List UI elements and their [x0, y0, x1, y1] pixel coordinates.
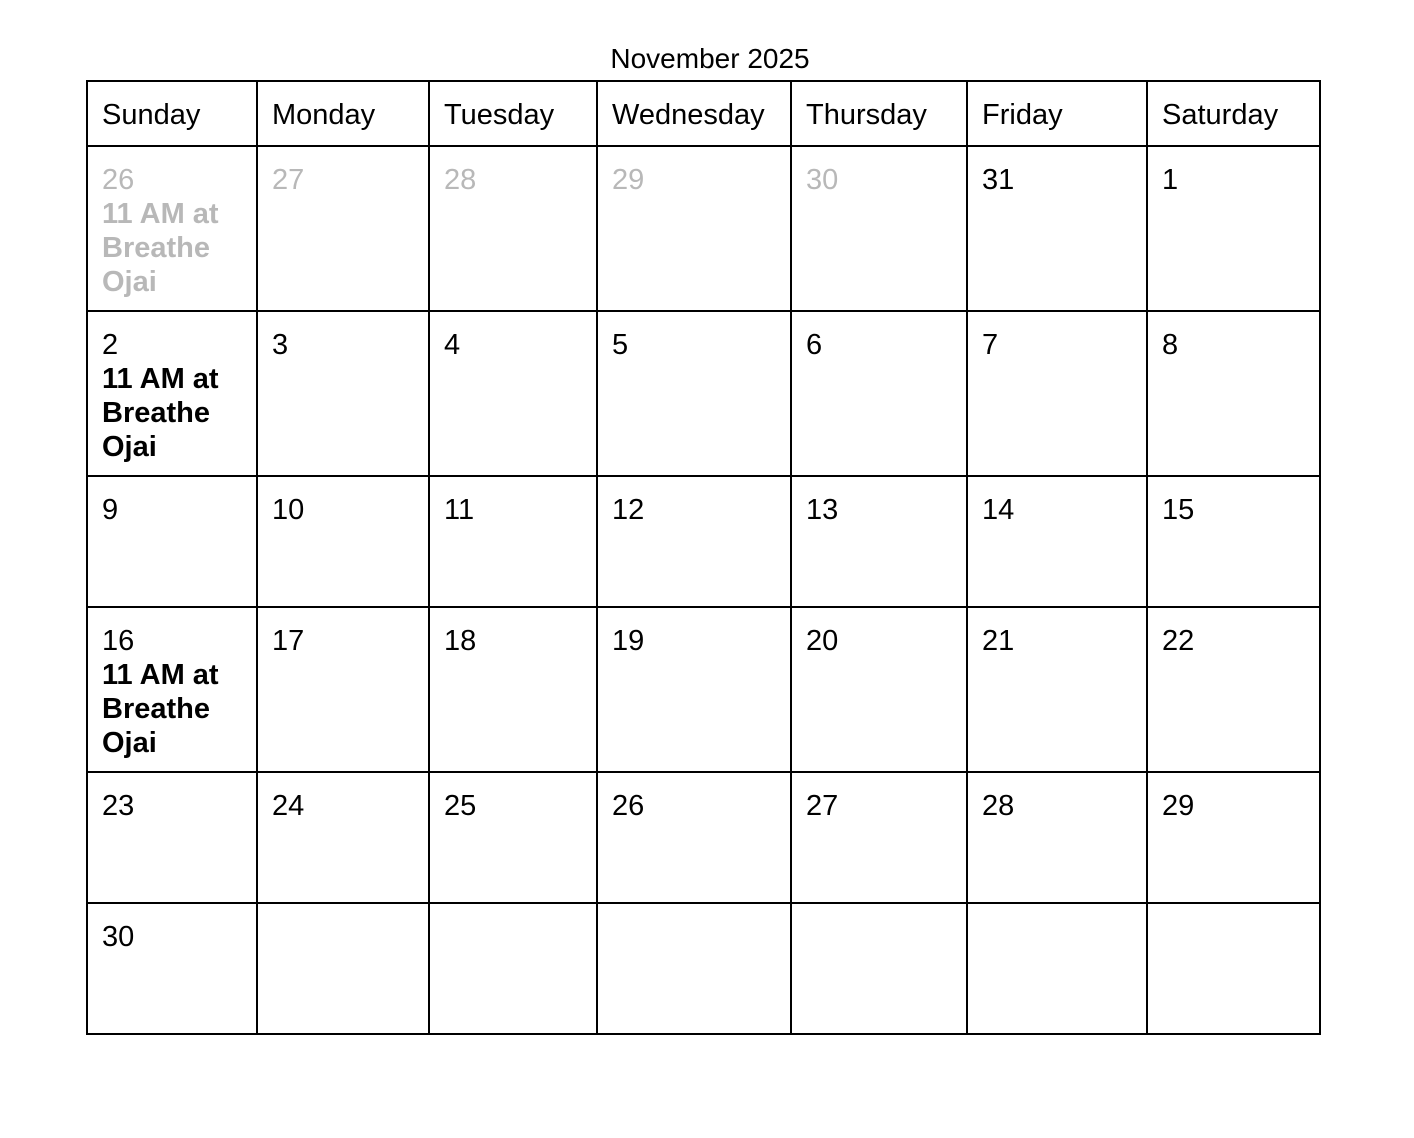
- day-number: 23: [102, 790, 135, 822]
- day-cell-content: [258, 773, 428, 823]
- calendar-day-cell: [429, 772, 597, 903]
- weekday-header: Tuesday: [429, 81, 597, 146]
- day-number: 12: [612, 494, 645, 526]
- day-number: 26: [102, 164, 135, 196]
- calendar-day-cell: [967, 903, 1147, 1034]
- day-cell-content: [430, 147, 596, 197]
- weekday-header: Sunday: [87, 81, 257, 146]
- calendar-day-cell: [597, 772, 791, 903]
- day-cell-content: [258, 608, 428, 658]
- day-cell-content: [1148, 608, 1319, 658]
- calendar-day-cell: [597, 146, 791, 311]
- day-number: 5: [612, 329, 629, 361]
- day-cell-content: [792, 147, 966, 197]
- day-cell-content: [792, 608, 966, 658]
- calendar-day-cell: [967, 146, 1147, 311]
- calendar-day-cell: [429, 476, 597, 607]
- day-number: 22: [1162, 625, 1195, 657]
- day-cell-content: [792, 312, 966, 362]
- calendar-day-cell: [791, 146, 967, 311]
- day-cell-content: [1148, 773, 1319, 823]
- day-number: 8: [1162, 329, 1179, 361]
- day-cell-content: [792, 904, 966, 920]
- day-cell-content: [1148, 312, 1319, 362]
- day-cell-content: [1148, 147, 1319, 197]
- day-number: 28: [444, 164, 477, 196]
- day-cell-content: [88, 608, 256, 760]
- event-label: 11 AM at Breathe Ojai: [102, 659, 219, 759]
- calendar-day-cell: [87, 903, 257, 1034]
- day-cell-content: [968, 608, 1146, 658]
- calendar-day-cell: [1147, 772, 1320, 903]
- day-number: 27: [272, 164, 305, 196]
- calendar-day-cell: [1147, 311, 1320, 476]
- calendar-day-cell: [1147, 903, 1320, 1034]
- day-cell-content: [968, 477, 1146, 527]
- day-number: 4: [444, 329, 461, 361]
- calendar-day-cell: [1147, 607, 1320, 772]
- day-cell-content: [430, 773, 596, 823]
- calendar-day-cell: [967, 607, 1147, 772]
- day-number: 30: [102, 921, 135, 953]
- day-cell-content: [430, 904, 596, 920]
- day-cell-content: [430, 608, 596, 658]
- day-cell-content: [968, 904, 1146, 920]
- calendar-day-cell: [1147, 146, 1320, 311]
- day-number: 28: [982, 790, 1015, 822]
- calendar-day-cell: [791, 476, 967, 607]
- calendar-day-cell: [967, 311, 1147, 476]
- calendar-day-cell: [257, 146, 429, 311]
- day-cell-content: [88, 147, 256, 299]
- day-number: 19: [612, 625, 645, 657]
- calendar-day-cell: [429, 146, 597, 311]
- day-number: 25: [444, 790, 477, 822]
- day-cell-content: [598, 904, 790, 920]
- day-cell-content: [598, 312, 790, 362]
- day-cell-content: [258, 477, 428, 527]
- calendar-day-cell: [597, 903, 791, 1034]
- day-cell-content: [88, 312, 256, 464]
- day-cell-content: [258, 312, 428, 362]
- day-number: 10: [272, 494, 305, 526]
- day-cell-content: [258, 147, 428, 197]
- day-cell-content: [968, 147, 1146, 197]
- calendar-title: November 2025: [610, 43, 810, 74]
- day-number: 7: [982, 329, 999, 361]
- day-number: 26: [612, 790, 645, 822]
- calendar-day-cell: [791, 772, 967, 903]
- day-cell-content: [1148, 477, 1319, 527]
- calendar-day-cell: [257, 476, 429, 607]
- calendar-day-cell: [257, 311, 429, 476]
- day-cell-content: [792, 477, 966, 527]
- day-cell-content: [598, 147, 790, 197]
- calendar-day-cell: [791, 607, 967, 772]
- calendar-day-cell: [791, 311, 967, 476]
- calendar-week-row: [87, 903, 1320, 1034]
- day-cell-content: [598, 773, 790, 823]
- day-number: 13: [806, 494, 839, 526]
- weekday-header: Thursday: [791, 81, 967, 146]
- day-number: 2: [102, 329, 119, 361]
- calendar-day-cell: [1147, 476, 1320, 607]
- day-number: 31: [982, 164, 1015, 196]
- calendar-grid: [86, 80, 1321, 1035]
- day-cell-content: [1148, 904, 1319, 920]
- calendar-day-cell: [597, 311, 791, 476]
- day-cell-content: [792, 773, 966, 823]
- event-label: 11 AM at Breathe Ojai: [102, 198, 219, 298]
- day-number: 29: [612, 164, 645, 196]
- calendar-day-cell: [87, 146, 257, 311]
- calendar-day-cell: [87, 607, 257, 772]
- weekday-header: Friday: [967, 81, 1147, 146]
- calendar-day-cell: [257, 903, 429, 1034]
- day-number: 30: [806, 164, 839, 196]
- day-number: 24: [272, 790, 305, 822]
- weekday-header-row: [87, 81, 1320, 146]
- day-number: 29: [1162, 790, 1195, 822]
- calendar-day-cell: [87, 772, 257, 903]
- calendar-day-cell: [967, 476, 1147, 607]
- day-number: 3: [272, 329, 289, 361]
- day-number: 15: [1162, 494, 1195, 526]
- day-number: 1: [1162, 164, 1179, 196]
- day-cell-content: [88, 904, 256, 954]
- day-number: 17: [272, 625, 305, 657]
- calendar-day-cell: [257, 772, 429, 903]
- day-number: 14: [982, 494, 1015, 526]
- calendar-day-cell: [597, 607, 791, 772]
- calendar-day-cell: [87, 476, 257, 607]
- day-number: 6: [806, 329, 823, 361]
- day-number: 9: [102, 494, 119, 526]
- day-cell-content: [430, 312, 596, 362]
- calendar-day-cell: [87, 311, 257, 476]
- day-number: 16: [102, 625, 135, 657]
- calendar-week-row: [87, 476, 1320, 607]
- calendar-week-row: [87, 607, 1320, 772]
- weekday-header: Saturday: [1147, 81, 1320, 146]
- day-number: 20: [806, 625, 839, 657]
- day-cell-content: [88, 477, 256, 527]
- weekday-header: Wednesday: [597, 81, 791, 146]
- calendar-week-row: [87, 146, 1320, 311]
- day-number: 18: [444, 625, 477, 657]
- weekday-header: Monday: [257, 81, 429, 146]
- calendar-week-row: [87, 311, 1320, 476]
- day-cell-content: [598, 477, 790, 527]
- day-number: 11: [444, 494, 475, 526]
- day-cell-content: [88, 773, 256, 823]
- calendar-day-cell: [967, 772, 1147, 903]
- day-cell-content: [258, 904, 428, 920]
- event-label: 11 AM at Breathe Ojai: [102, 363, 219, 463]
- calendar-day-cell: [429, 903, 597, 1034]
- calendar-week-row: [87, 772, 1320, 903]
- calendar-day-cell: [257, 607, 429, 772]
- day-cell-content: [430, 477, 596, 527]
- day-number: 21: [982, 625, 1015, 657]
- calendar-day-cell: [429, 311, 597, 476]
- day-cell-content: [598, 608, 790, 658]
- calendar-day-cell: [429, 607, 597, 772]
- calendar-day-cell: [791, 903, 967, 1034]
- day-cell-content: [968, 773, 1146, 823]
- day-cell-content: [968, 312, 1146, 362]
- day-number: 27: [806, 790, 839, 822]
- calendar-day-cell: [597, 476, 791, 607]
